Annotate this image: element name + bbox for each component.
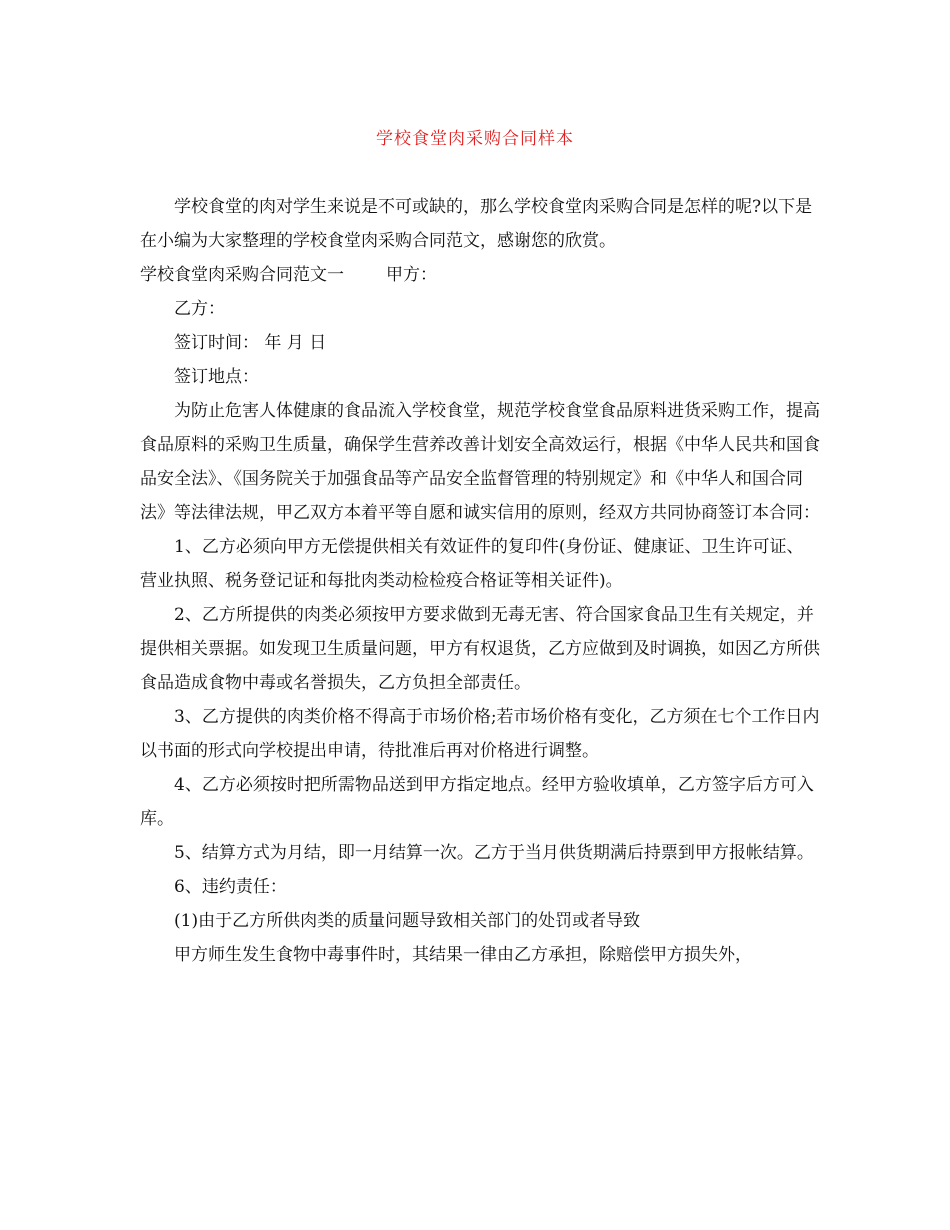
document-title: 学校食堂肉采购合同样本 xyxy=(376,129,574,149)
sign-time-label: 签订时间： 年 月 日 xyxy=(174,333,327,353)
clause-6: 6、违约责任： xyxy=(174,877,287,897)
intro-paragraph: 学校食堂的肉对学生来说是不可或缺的，那么学校食堂肉采购合同是怎样的呢?以下是在小编为大家整理的学校食堂肉采购合同范文，感谢您的欣赏。 xyxy=(140,197,813,251)
clause-3: 3、乙方提供的肉类价格不得高于市场价格;若市场价格有变化，乙方须在七个工作日内以书面的形式向学校提出申请，待批准后再对价格进行调整。 xyxy=(140,707,820,761)
party-b-label: 乙方： xyxy=(174,299,225,319)
clause-1: 1、乙方必须向甲方无偿提供相关有效证件的复印件(身份证、健康证、卫生许可证、营业执照、税务登记证和每批肉类动检检疫合格证等相关证件)。 xyxy=(140,537,804,591)
document-body xyxy=(140,190,820,972)
clause-4: 4、乙方必须按时把所需物品送到甲方指定地点。经甲方验收填单，乙方签字后方可入库。 xyxy=(140,775,814,829)
preamble-paragraph: 为防止危害人体健康的食品流入学校食堂，规范学校食堂食品原料进货采购工作，提高食品原料的采购卫生质量，确保学生营养改善计划安全高效运行，根据《中华人民共和国食品安全法》、《国务院关于加强食品等产品安全监督管理的特别规定》和《中华人和国合同法》等法律法规，甲乙双方本着平等自愿和诚实信用的原则，经双方共同协商签订本合同： xyxy=(140,401,820,523)
example-heading-line xyxy=(140,258,820,292)
clause-5: 5、结算方式为月结，即一月结算一次。乙方于当月供货期满后持票到甲方报帐结算。 xyxy=(174,843,814,863)
example-heading: 学校食堂肉采购合同范文一 xyxy=(140,265,344,285)
clause-2: 2、乙方所提供的肉类必须按甲方要求做到无毒无害、符合国家食品卫生有关规定，并提供相关票据。如发现卫生质量问题，甲方有权退货，乙方应做到及时调换，如因乙方所供食品造成食物中毒或名誉损失，乙方负担全部责任。 xyxy=(140,605,820,693)
party-a-label: 甲方： xyxy=(386,265,437,285)
clause-6-1-continued: 甲方师生发生食物中毒事件时，其结果一律由乙方承担，除赔偿甲方损失外， xyxy=(174,945,752,965)
sign-place-label: 签订地点： xyxy=(174,367,259,387)
clause-6-1: (1)由于乙方所供肉类的质量问题导致相关部门的处罚或者导致 xyxy=(174,911,641,931)
